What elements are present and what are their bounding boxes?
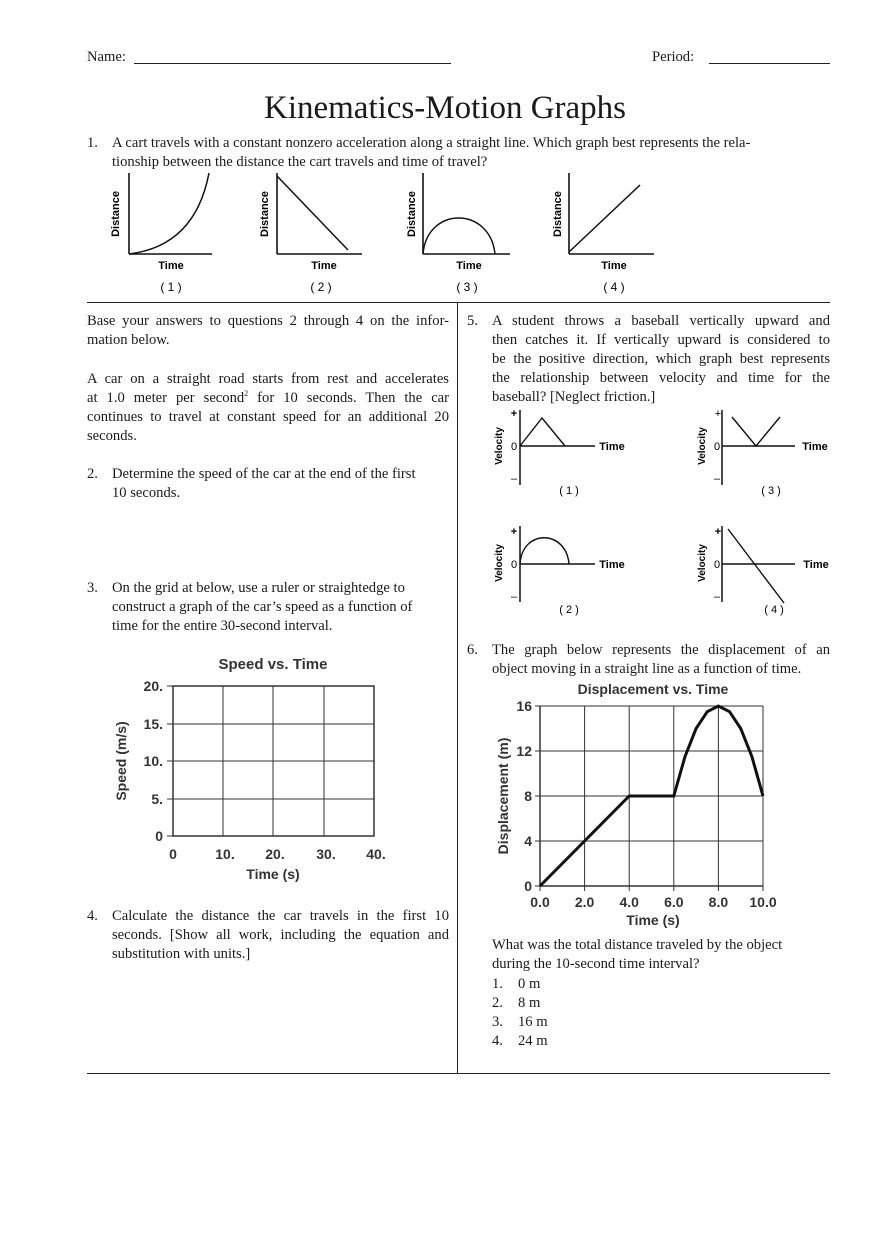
q5-graph-3-line (732, 417, 780, 446)
speed-ytick-5: 5. (151, 791, 163, 807)
speed-chart-title: Speed vs. Time (218, 656, 328, 673)
disp-xtick-2: 4.0 (619, 894, 639, 910)
intro-p2-line2a: at 1.0 meter per second (87, 390, 245, 406)
q6-choice-1[interactable]: 0 m (518, 976, 541, 992)
q6-choice-4[interactable]: 24 m (518, 1033, 548, 1049)
q1-graphs (105, 168, 845, 303)
q4-line1: Calculate the distance the car travels in the first 10 (112, 908, 449, 924)
speed-chart-xlabel: Time (s) (246, 866, 300, 882)
q5-graph-3-ylabel: Velocity (697, 427, 708, 465)
speed-ytick-15: 15. (143, 716, 163, 732)
disp-xtick-3: 6.0 (664, 894, 684, 910)
q5-graph-2-plus: + (510, 526, 518, 538)
speed-ytick-10: 10. (143, 753, 163, 769)
q5-graph-3-minus: – (713, 473, 721, 485)
intro-line2: mation below. (87, 332, 170, 348)
disp-xtick-0: 0.0 (530, 894, 550, 910)
q1-graph-1-ylabel: Distance (110, 191, 122, 237)
disp-chart-grid (535, 706, 763, 891)
divider-vertical (457, 303, 458, 1073)
q6-choice-4-num: 4. (492, 1033, 503, 1049)
q5-graph-1-line (520, 418, 565, 446)
q1-graph-3 (406, 173, 510, 294)
disp-ytick-3: 12 (516, 743, 532, 759)
q4-line3: substitution with units.] (112, 946, 251, 962)
disp-chart-ylabel: Displacement (m) (495, 737, 511, 855)
page-title: Kinematics-Motion Graphs (263, 90, 627, 126)
q1-graph-4-xlabel: Time (601, 260, 627, 272)
q5-graph-2-ylabel: Velocity (494, 544, 505, 582)
q1-option-2[interactable]: ( 2 ) (310, 280, 332, 294)
q1-graph-3-xlabel: Time (456, 260, 482, 272)
q5-option-4[interactable]: ( 4 ) (764, 604, 784, 616)
speed-xtick-40: 40. (366, 846, 386, 862)
q5-graph-3-plus: + (714, 408, 722, 420)
q5-graph-3-xlabel: Time (802, 441, 828, 453)
q5-graph-1-plus: + (510, 408, 518, 420)
q5-graph-4-zero: 0 (713, 559, 721, 571)
q1-graph-2-ylabel: Distance (259, 191, 271, 237)
q5-line3: be the positive direction, which graph best represents (492, 351, 830, 367)
q5-graph-4-minus: – (713, 591, 721, 603)
speed-chart[interactable] (105, 648, 405, 888)
q1-graph-3-ylabel: Distance (406, 191, 418, 237)
disp-ytick-4: 16 (516, 698, 532, 714)
q6-question-line2: during the 10-second time interval? (492, 956, 700, 972)
q3-line2: construct a graph of the car’s speed as a function of (112, 599, 413, 615)
period-blank[interactable] (709, 63, 830, 64)
q4-number: 4. (87, 908, 98, 924)
speed-chart-ylabel: Speed (m/s) (113, 721, 129, 801)
q6-choice-1-num: 1. (492, 976, 503, 992)
q5-option-2[interactable]: ( 2 ) (559, 604, 579, 616)
disp-chart-xlabel: Time (s) (626, 912, 680, 928)
q1-graph-4-ylabel: Distance (552, 191, 564, 237)
speed-xtick-20: 20. (265, 846, 285, 862)
q5-graph-4-ylabel: Velocity (697, 544, 708, 582)
q3-number: 3. (87, 580, 98, 596)
intro-line1: Base your answers to questions 2 through 4 on the infor- (87, 313, 449, 329)
intro-p2-line1: A car on a straight road starts from rest and accelerates (87, 371, 449, 387)
q1-option-1[interactable]: ( 1 ) (160, 280, 182, 294)
speed-chart-grid (167, 686, 374, 836)
disp-chart-title: Displacement vs. Time (577, 681, 729, 697)
q1-graph-1 (110, 173, 212, 294)
q6-choice-2-num: 2. (492, 995, 503, 1011)
q1-text-line2: tionship between the distance the cart travels and time of travel? (112, 154, 488, 170)
q5-graph-1-zero: 0 (510, 441, 518, 453)
disp-xtick-4: 8.0 (708, 894, 729, 910)
q5-graph-2 (494, 526, 625, 616)
q5-graph-4-xlabel: Time (803, 559, 829, 571)
q1-text-line1: A cart travels with a constant nonzero acceleration along a straight line. Which graph best represents the rela- (112, 135, 751, 151)
q5-graphs (490, 405, 840, 620)
intro-p2-line4: seconds. (87, 428, 137, 444)
q5-graph-3 (697, 408, 828, 497)
q1-graph-4-line (569, 185, 640, 252)
q5-graph-2-curve (520, 538, 569, 564)
speed-ytick-20: 20. (143, 678, 163, 694)
name-label: Name: (87, 49, 126, 65)
q1-graph-2-xlabel: Time (311, 260, 337, 272)
q1-graph-4 (552, 173, 654, 294)
q6-choice-2[interactable]: 8 m (518, 995, 541, 1011)
q5-graph-1 (494, 408, 625, 497)
q6-choice-3-num: 3. (492, 1014, 503, 1030)
q5-number: 5. (467, 313, 478, 329)
q5-graph-2-zero: 0 (510, 559, 518, 571)
q5-line2: then catches it. If vertically upward is considered to (492, 332, 830, 348)
speed-xtick-30: 30. (316, 846, 336, 862)
q5-line4: the relationship between velocity and time for the (492, 370, 830, 386)
divider-top (87, 302, 830, 303)
q1-number: 1. (87, 135, 98, 151)
q6-line1: The graph below represents the displacement of an (492, 642, 830, 658)
speed-ytick-0: 0 (155, 828, 163, 844)
q3-line1: On the grid at below, use a ruler or straightedge to (112, 580, 405, 596)
q5-graph-3-zero: 0 (713, 441, 721, 453)
q6-number: 6. (467, 642, 478, 658)
q5-graph-4-line (728, 529, 784, 603)
q5-option-3[interactable]: ( 3 ) (761, 485, 781, 497)
q5-graph-2-minus: – (510, 591, 518, 603)
q2-line2: 10 seconds. (112, 485, 181, 501)
q5-graph-4 (697, 526, 829, 616)
q1-graph-2 (259, 173, 362, 294)
speed-xtick-0: 0 (169, 846, 177, 862)
q1-option-4[interactable]: ( 4 ) (603, 280, 625, 294)
intro-p2-sup: 2 (244, 389, 249, 399)
disp-chart-ticks (516, 698, 776, 910)
q5-graph-4-plus: + (714, 526, 722, 538)
q5-line5: baseball? [Neglect friction.] (492, 389, 656, 405)
disp-ytick-2: 8 (524, 788, 532, 804)
q5-graph-1-ylabel: Velocity (494, 427, 505, 465)
q3-line3: time for the entire 30-second interval. (112, 618, 333, 634)
period-label: Period: (652, 49, 695, 65)
intro-p2-line2 (87, 389, 449, 408)
q1-option-3[interactable]: ( 3 ) (456, 280, 478, 294)
q1-graph-3-curve (423, 218, 495, 254)
q5-graph-1-minus: – (510, 473, 518, 485)
disp-xtick-5: 10.0 (749, 894, 777, 910)
q2-line1: Determine the speed of the car at the end of the first (112, 466, 416, 482)
q5-graph-1-xlabel: Time (599, 441, 625, 453)
disp-ytick-1: 4 (524, 833, 532, 849)
intro-p2-line2b: for 10 seconds. Then the car (248, 390, 450, 406)
q6-choice-3[interactable]: 16 m (518, 1014, 548, 1030)
intro-p2-line3: continues to travel at constant speed for an additional 20 (87, 409, 449, 425)
displacement-chart (490, 676, 800, 931)
q6-line2: object moving in a straight line as a function of time. (492, 661, 802, 677)
q6-question-line1: What was the total distance traveled by the object (492, 937, 783, 953)
name-blank[interactable] (134, 63, 451, 64)
divider-bottom (87, 1073, 830, 1074)
q5-graph-2-xlabel: Time (599, 559, 625, 571)
speed-xtick-10: 10. (215, 846, 235, 862)
q1-graph-1-xlabel: Time (158, 260, 184, 272)
q5-option-1[interactable]: ( 1 ) (559, 485, 579, 497)
q4-line2: seconds. [Show all work, including the equation and (112, 927, 449, 943)
q1-graph-2-line (277, 176, 348, 250)
q2-number: 2. (87, 466, 98, 482)
disp-ytick-0: 0 (524, 878, 532, 894)
q5-line1: A student throws a baseball vertically upward and (492, 313, 830, 329)
q1-graph-1-curve (129, 173, 209, 254)
disp-xtick-1: 2.0 (574, 894, 595, 910)
